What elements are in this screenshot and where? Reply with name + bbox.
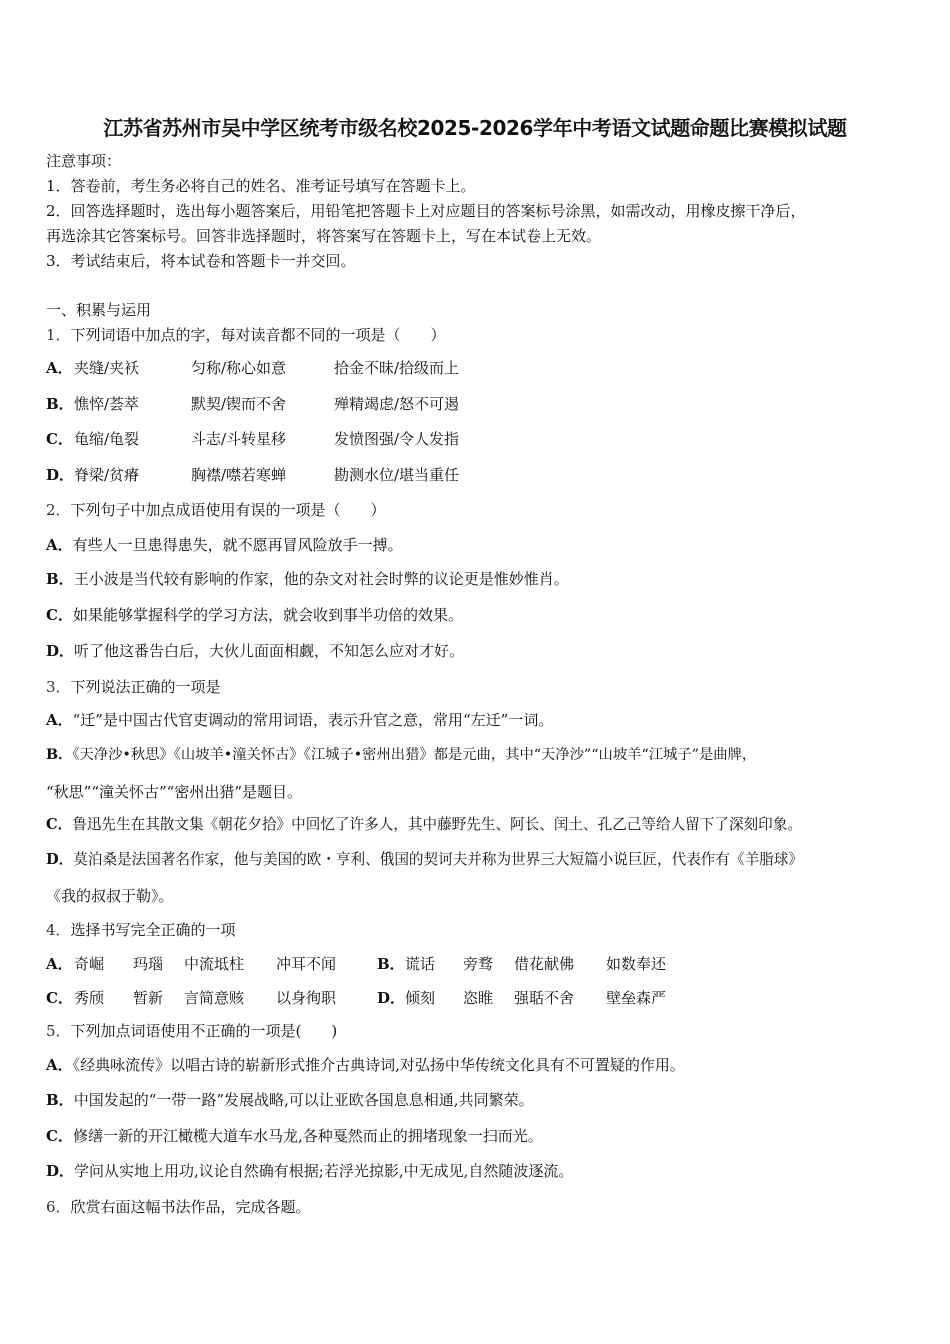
q4-word: 冲耳不闻 <box>276 955 337 973</box>
q4-word: 旁骛 <box>463 955 494 973</box>
question-number: 1． <box>46 326 71 344</box>
question-4-stem: 4．选择书写完全正确的一项 <box>46 921 236 939</box>
q1-option-b-label: B． <box>46 395 74 413</box>
q1-option-a-c1: 夹缝/夹袄 <box>74 359 140 377</box>
q3-option-b: B．《天净沙•秋思》《山坡羊•潼关怀古》《江城子•密州出猎》都是元曲，其中“天净沙”“山坡羊“江城子”是曲牌， <box>46 747 757 763</box>
q1-option-a-label: A． <box>46 359 73 377</box>
q4-word: 如数奉还 <box>606 955 667 973</box>
q1-option-c-c3: 发愤图强/令人发指 <box>334 430 460 448</box>
q1-option-b-c2: 默契/锲而不舍 <box>191 395 287 413</box>
q1-option-b-c1: 憔悴/荟萃 <box>74 395 140 413</box>
q4-option-a-label: A． <box>46 955 73 973</box>
notice-item-1: 1．答卷前，考生务必将自己的姓名、准考证号填写在答题卡上。 <box>46 177 476 195</box>
q1-option-a-c2: 匀称/称心如意 <box>191 359 287 377</box>
q4-word: 壁垒森严 <box>606 989 667 1007</box>
q5-option-d: D．学问从实地上用功,议论自然确有根据;若浮光掠影,中无成见,自然随波逐流。 <box>46 1162 574 1180</box>
question-number: 2． <box>46 501 71 519</box>
q1-option-b-c3: 殚精竭虑/怒不可遏 <box>334 395 460 413</box>
notice-item-2: 2．回答选择题时，选出每小题答案后，用铅笔把答题卡上对应题目的答案标号涂黑，如需改动，用橡皮擦干净后， <box>46 202 806 220</box>
question-number: 5． <box>46 1022 71 1040</box>
q3-option-c: C．鲁迅先生在其散文集《朝花夕拾》中回忆了许多人，其中藤野先生、阿长、闰土、孔乙己等给人留下了深刻印象。 <box>46 816 802 833</box>
q4-option-b-label: B． <box>377 955 405 973</box>
question-3-stem: 3．下列说法正确的一项是 <box>46 678 221 696</box>
q4-word: 强聒不舍 <box>514 989 575 1007</box>
q1-option-a-c3: 拾金不昧/拾级而上 <box>334 359 460 377</box>
q4-option-c-label: C． <box>46 989 73 1007</box>
q4-word: 秀颀 <box>74 989 105 1007</box>
question-2-stem: 2．下列句子中加点成语使用有误的一项是（ ） <box>46 501 386 519</box>
q4-word: 言简意赅 <box>184 989 245 1007</box>
section-heading: 一、积累与运用 <box>46 301 152 319</box>
q2-option-a: A．有些人一旦患得患失，就不愿再冒风险放手一搏。 <box>46 536 403 554</box>
q1-option-d-label: D． <box>46 466 75 484</box>
q3-option-d-cont: 《我的叔叔于勒》。 <box>46 887 174 905</box>
q1-option-d-c1: 脊梁/贫瘠 <box>74 466 140 484</box>
q3-option-a: A．“迁”是中国古代官吏调动的常用词语，表示升官之意，常用“左迁”一词。 <box>46 711 554 729</box>
notice-heading: 注意事项： <box>46 152 122 170</box>
page-title: 江苏省苏州市吴中学区统考市级名校2025-2026学年中考语文试题命题比赛模拟试题 <box>103 116 847 140</box>
q4-word: 恣睢 <box>463 989 494 1007</box>
q1-option-d-c2: 胸襟/噤若寒蝉 <box>191 466 287 484</box>
q1-option-c-c2: 斗志/斗转星移 <box>191 430 287 448</box>
q1-option-d-c3: 勘测水位/堪当重任 <box>334 466 460 484</box>
q4-option-d-label: D． <box>377 989 406 1007</box>
question-number: 6． <box>46 1198 71 1216</box>
q2-option-d: D．听了他这番告白后，大伙儿面面相觑，不知怎么应对才好。 <box>46 642 465 660</box>
q4-word: 谎话 <box>405 955 436 973</box>
q4-word: 奇崛 <box>74 955 105 973</box>
q2-option-b: B．王小波是当代较有影响的作家，他的杂文对社会时弊的议论更是惟妙惟肖。 <box>46 570 569 588</box>
q1-option-c-label: C． <box>46 430 73 448</box>
q5-option-a: A．《经典咏流传》以唱古诗的崭新形式推介古典诗词,对弘扬中华传统文化具有不可置疑的作用。 <box>46 1056 685 1074</box>
question-number: 3． <box>46 678 71 696</box>
q1-option-c-c1: 龟缩/龟裂 <box>74 430 140 448</box>
q2-option-c: C．如果能够掌握科学的学习方法，就会收到事半功倍的效果。 <box>46 606 463 624</box>
q4-word: 玛瑙 <box>133 955 164 973</box>
q4-word: 暂新 <box>133 989 164 1007</box>
q3-option-b-cont: “秋思”“潼关怀古”“密州出猎”是题目。 <box>46 783 303 801</box>
q5-option-b: B．中国发起的“一带一路”发展战略,可以让亚欧各国息息相通,共同繁荣。 <box>46 1091 534 1109</box>
question-number: 4． <box>46 921 71 939</box>
q4-word: 以身徇职 <box>276 989 337 1007</box>
q4-word: 倾刻 <box>405 989 436 1007</box>
q5-option-c: C．修缮一新的开江橄榄大道车水马龙,各种戛然而止的拥堵现象一扫而光。 <box>46 1127 543 1145</box>
q4-word: 中流坻柱 <box>184 955 245 973</box>
question-1-stem: 1．下列词语中加点的字，每对读音都不同的一项是（ ） <box>46 326 446 344</box>
q3-option-d: D．莫泊桑是法国著名作家，他与美国的欧・亨利、俄国的契诃夫并称为世界三大短篇小说巨匠，代表作有《羊脂球》 <box>46 851 803 868</box>
q4-word: 借花献佛 <box>514 955 575 973</box>
question-5-stem: 5．下列加点词语使用不正确的一项是( ) <box>46 1022 338 1040</box>
question-6-stem: 6．欣赏右面这幅书法作品，完成各题。 <box>46 1198 311 1216</box>
notice-item-2-cont: 再选涂其它答案标号。回答非选择题时，将答案写在答题卡上，写在本试卷上无效。 <box>46 227 602 245</box>
notice-item-3: 3．考试结束后，将本试卷和答题卡一并交回。 <box>46 252 356 270</box>
